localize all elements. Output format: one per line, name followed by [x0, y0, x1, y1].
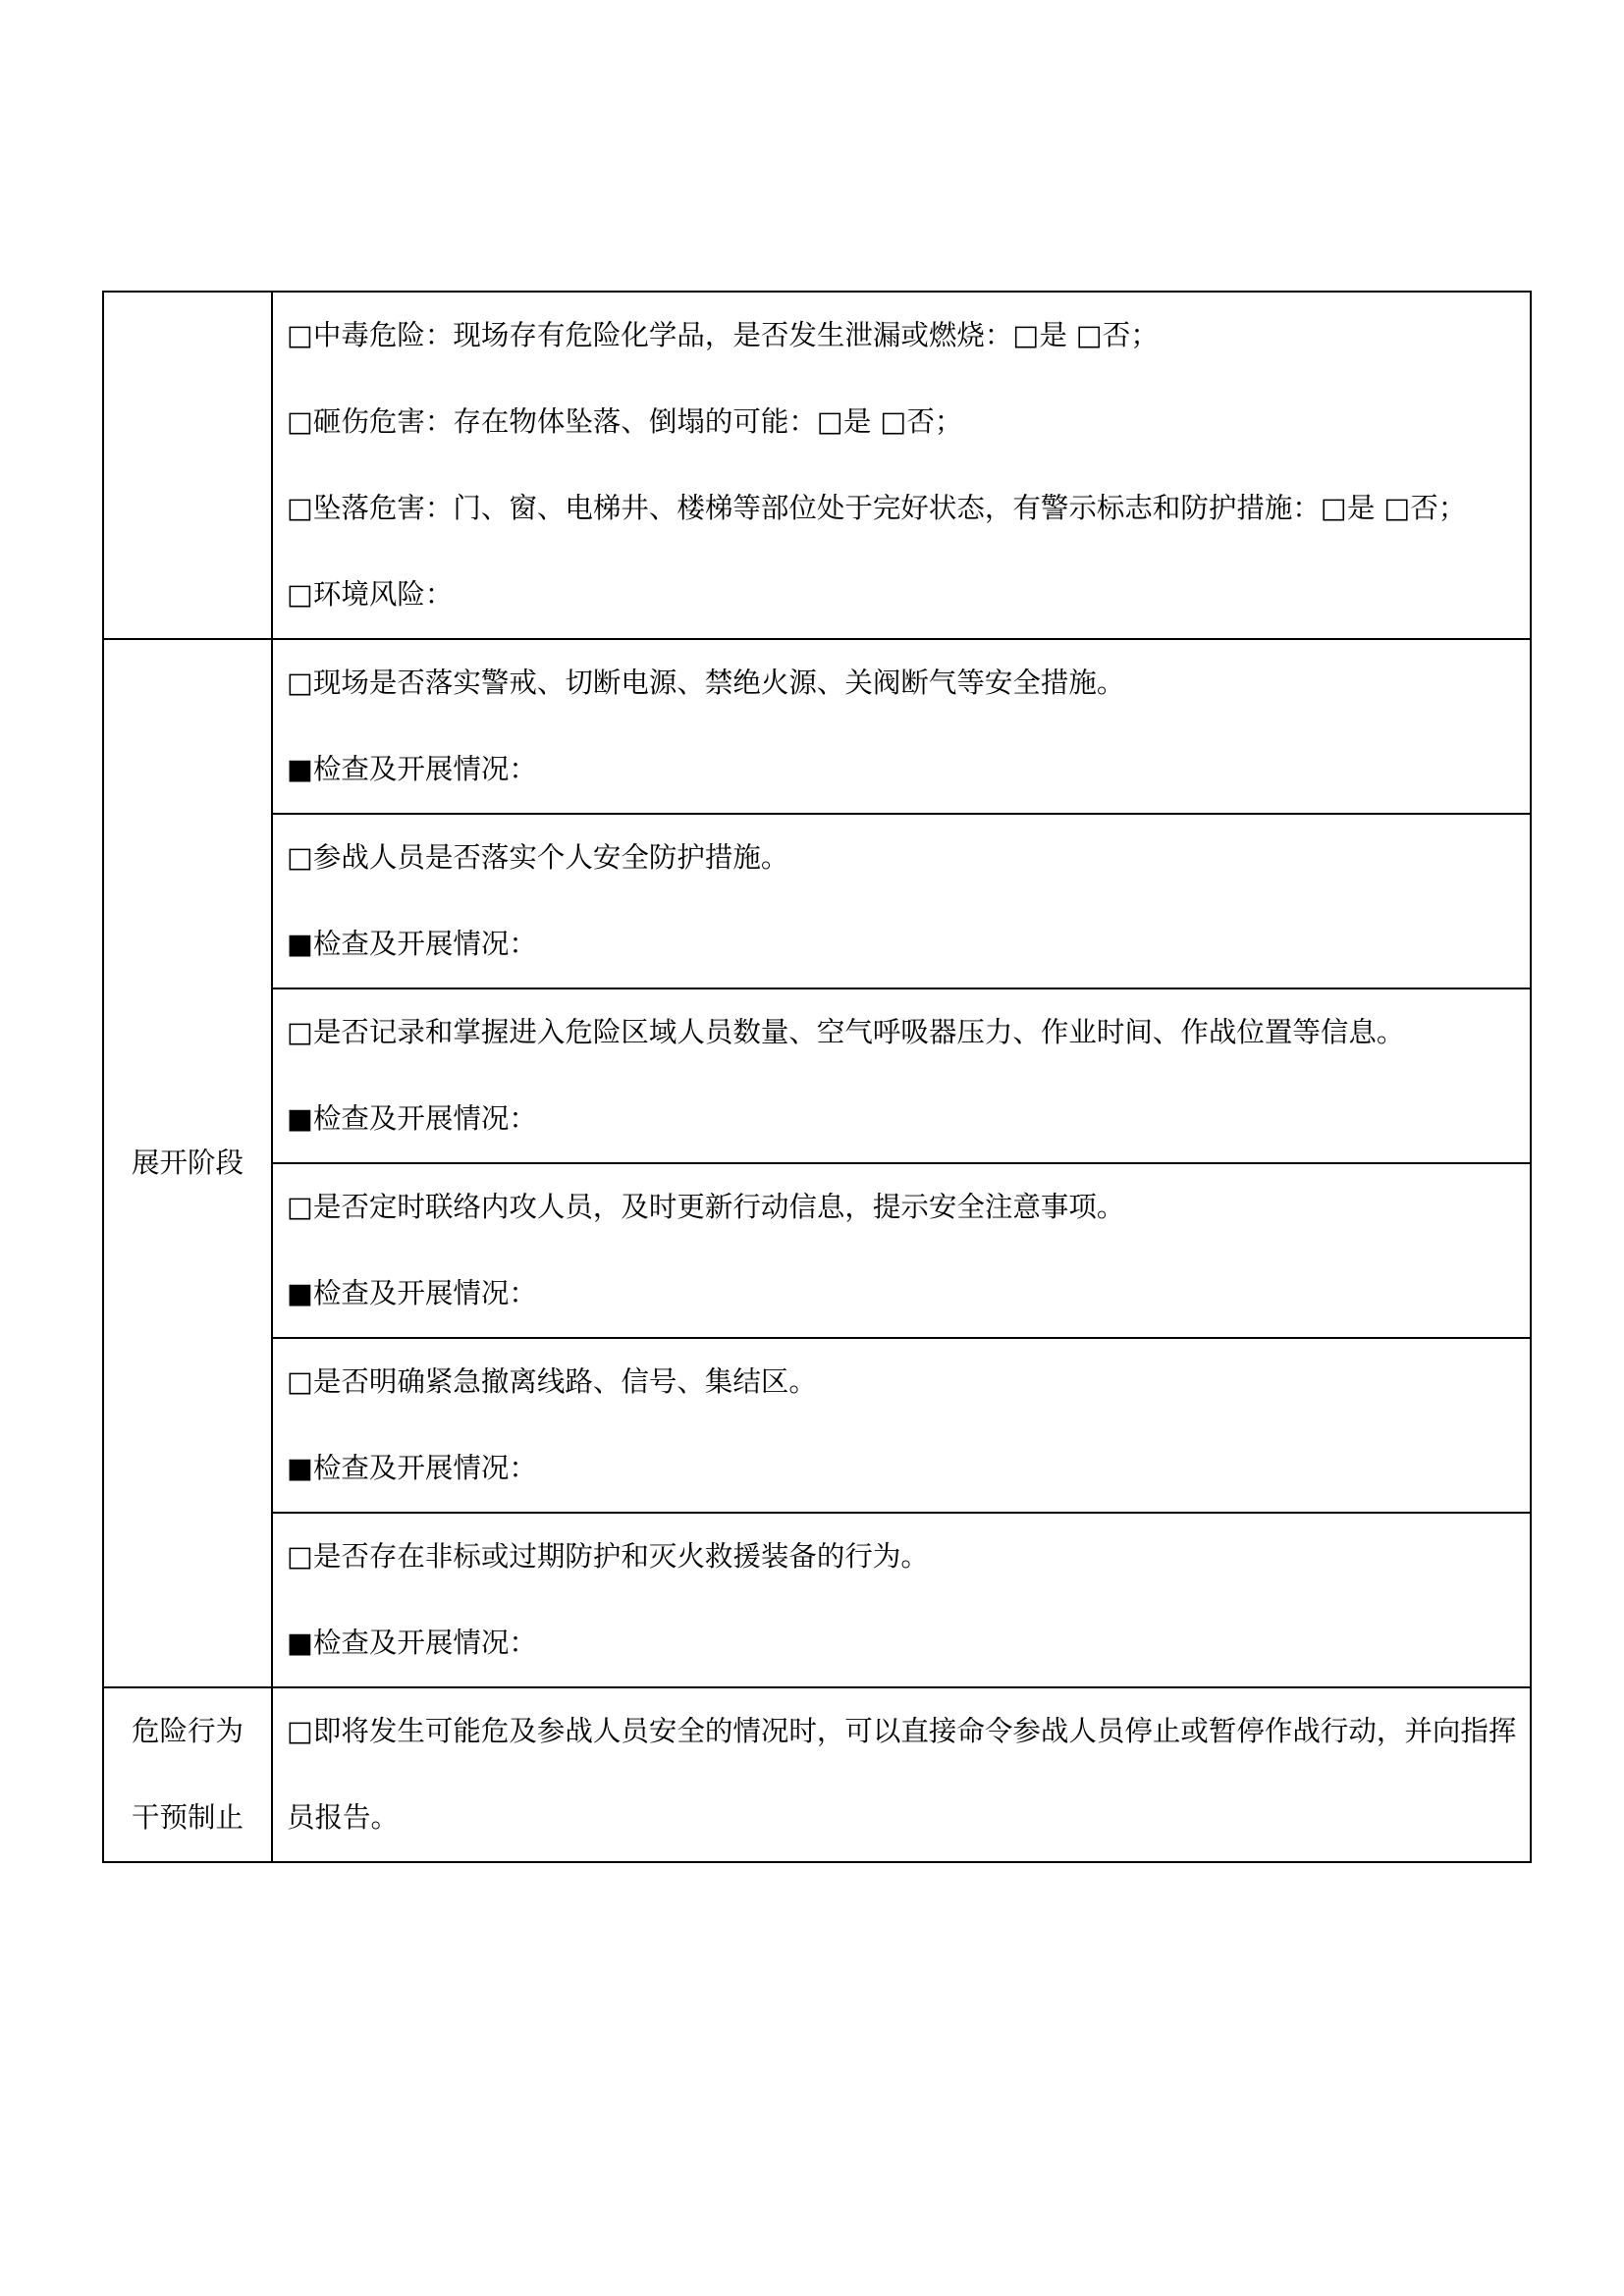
hazard-environment: □环境风险： [287, 578, 454, 611]
deploy-item-question: □是否明确紧急撤离线路、信号、集结区。 [287, 1365, 817, 1398]
hazard-poison: □中毒危险：现场存有危险化学品，是否发生泄漏或燃烧：□是 □否； [287, 319, 1159, 351]
deploy-item-row [103, 1163, 1531, 1338]
hazard-crush: □砸伤危害：存在物体坠落、倒塌的可能：□是 □否； [287, 405, 963, 438]
deploy-item-check: ■检查及开展情况： [287, 753, 537, 785]
deploy-item [272, 988, 1531, 1163]
deploy-item-question: □是否存在非标或过期防护和灭火救援装备的行为。 [287, 1540, 929, 1573]
hazard-row [103, 292, 1531, 639]
hazard-row-content [272, 292, 1531, 639]
hazard-fall: □坠落危害：门、窗、电梯井、楼梯等部位处于完好状态，有警示标志和防护措施：□是 □否； [287, 492, 1467, 524]
deploy-item-row [103, 1338, 1531, 1513]
intervention-label: 危险行为干预制止 [103, 1687, 272, 1862]
deploy-item-row [103, 1513, 1531, 1687]
deploy-item [272, 1513, 1531, 1687]
deploy-item [272, 639, 1531, 814]
deploy-item [272, 1163, 1531, 1338]
deploy-stage-label: 展开阶段 [103, 639, 272, 1687]
deploy-item-check: ■检查及开展情况： [287, 1627, 537, 1659]
deploy-item-row [103, 814, 1531, 988]
deploy-item-check: ■检查及开展情况： [287, 1277, 537, 1309]
deploy-item-row [103, 639, 1531, 814]
intervention-text: □即将发生可能危及参战人员安全的情况时，可以直接命令参战人员停止或暂停作战行动，并向指挥员报告。 [272, 1687, 1531, 1862]
deploy-item-check: ■检查及开展情况： [287, 1452, 537, 1484]
deploy-item-question: □是否定时联络内攻人员，及时更新行动信息，提示安全注意事项。 [287, 1191, 1125, 1223]
deploy-item [272, 1338, 1531, 1513]
safety-checklist-table [102, 291, 1532, 1863]
intervention-row [103, 1687, 1531, 1862]
deploy-item-check: ■检查及开展情况： [287, 928, 537, 960]
deploy-item-row [103, 988, 1531, 1163]
deploy-item-check: ■检查及开展情况： [287, 1102, 537, 1135]
deploy-item-question: □参战人员是否落实个人安全防护措施。 [287, 841, 789, 874]
hazard-row-label [103, 292, 272, 639]
deploy-item-question: □是否记录和掌握进入危险区域人员数量、空气呼吸器压力、作业时间、作战位置等信息。 [287, 1016, 1405, 1048]
deploy-item-question: □现场是否落实警戒、切断电源、禁绝火源、关阀断气等安全措施。 [287, 667, 1125, 699]
deploy-item [272, 814, 1531, 988]
